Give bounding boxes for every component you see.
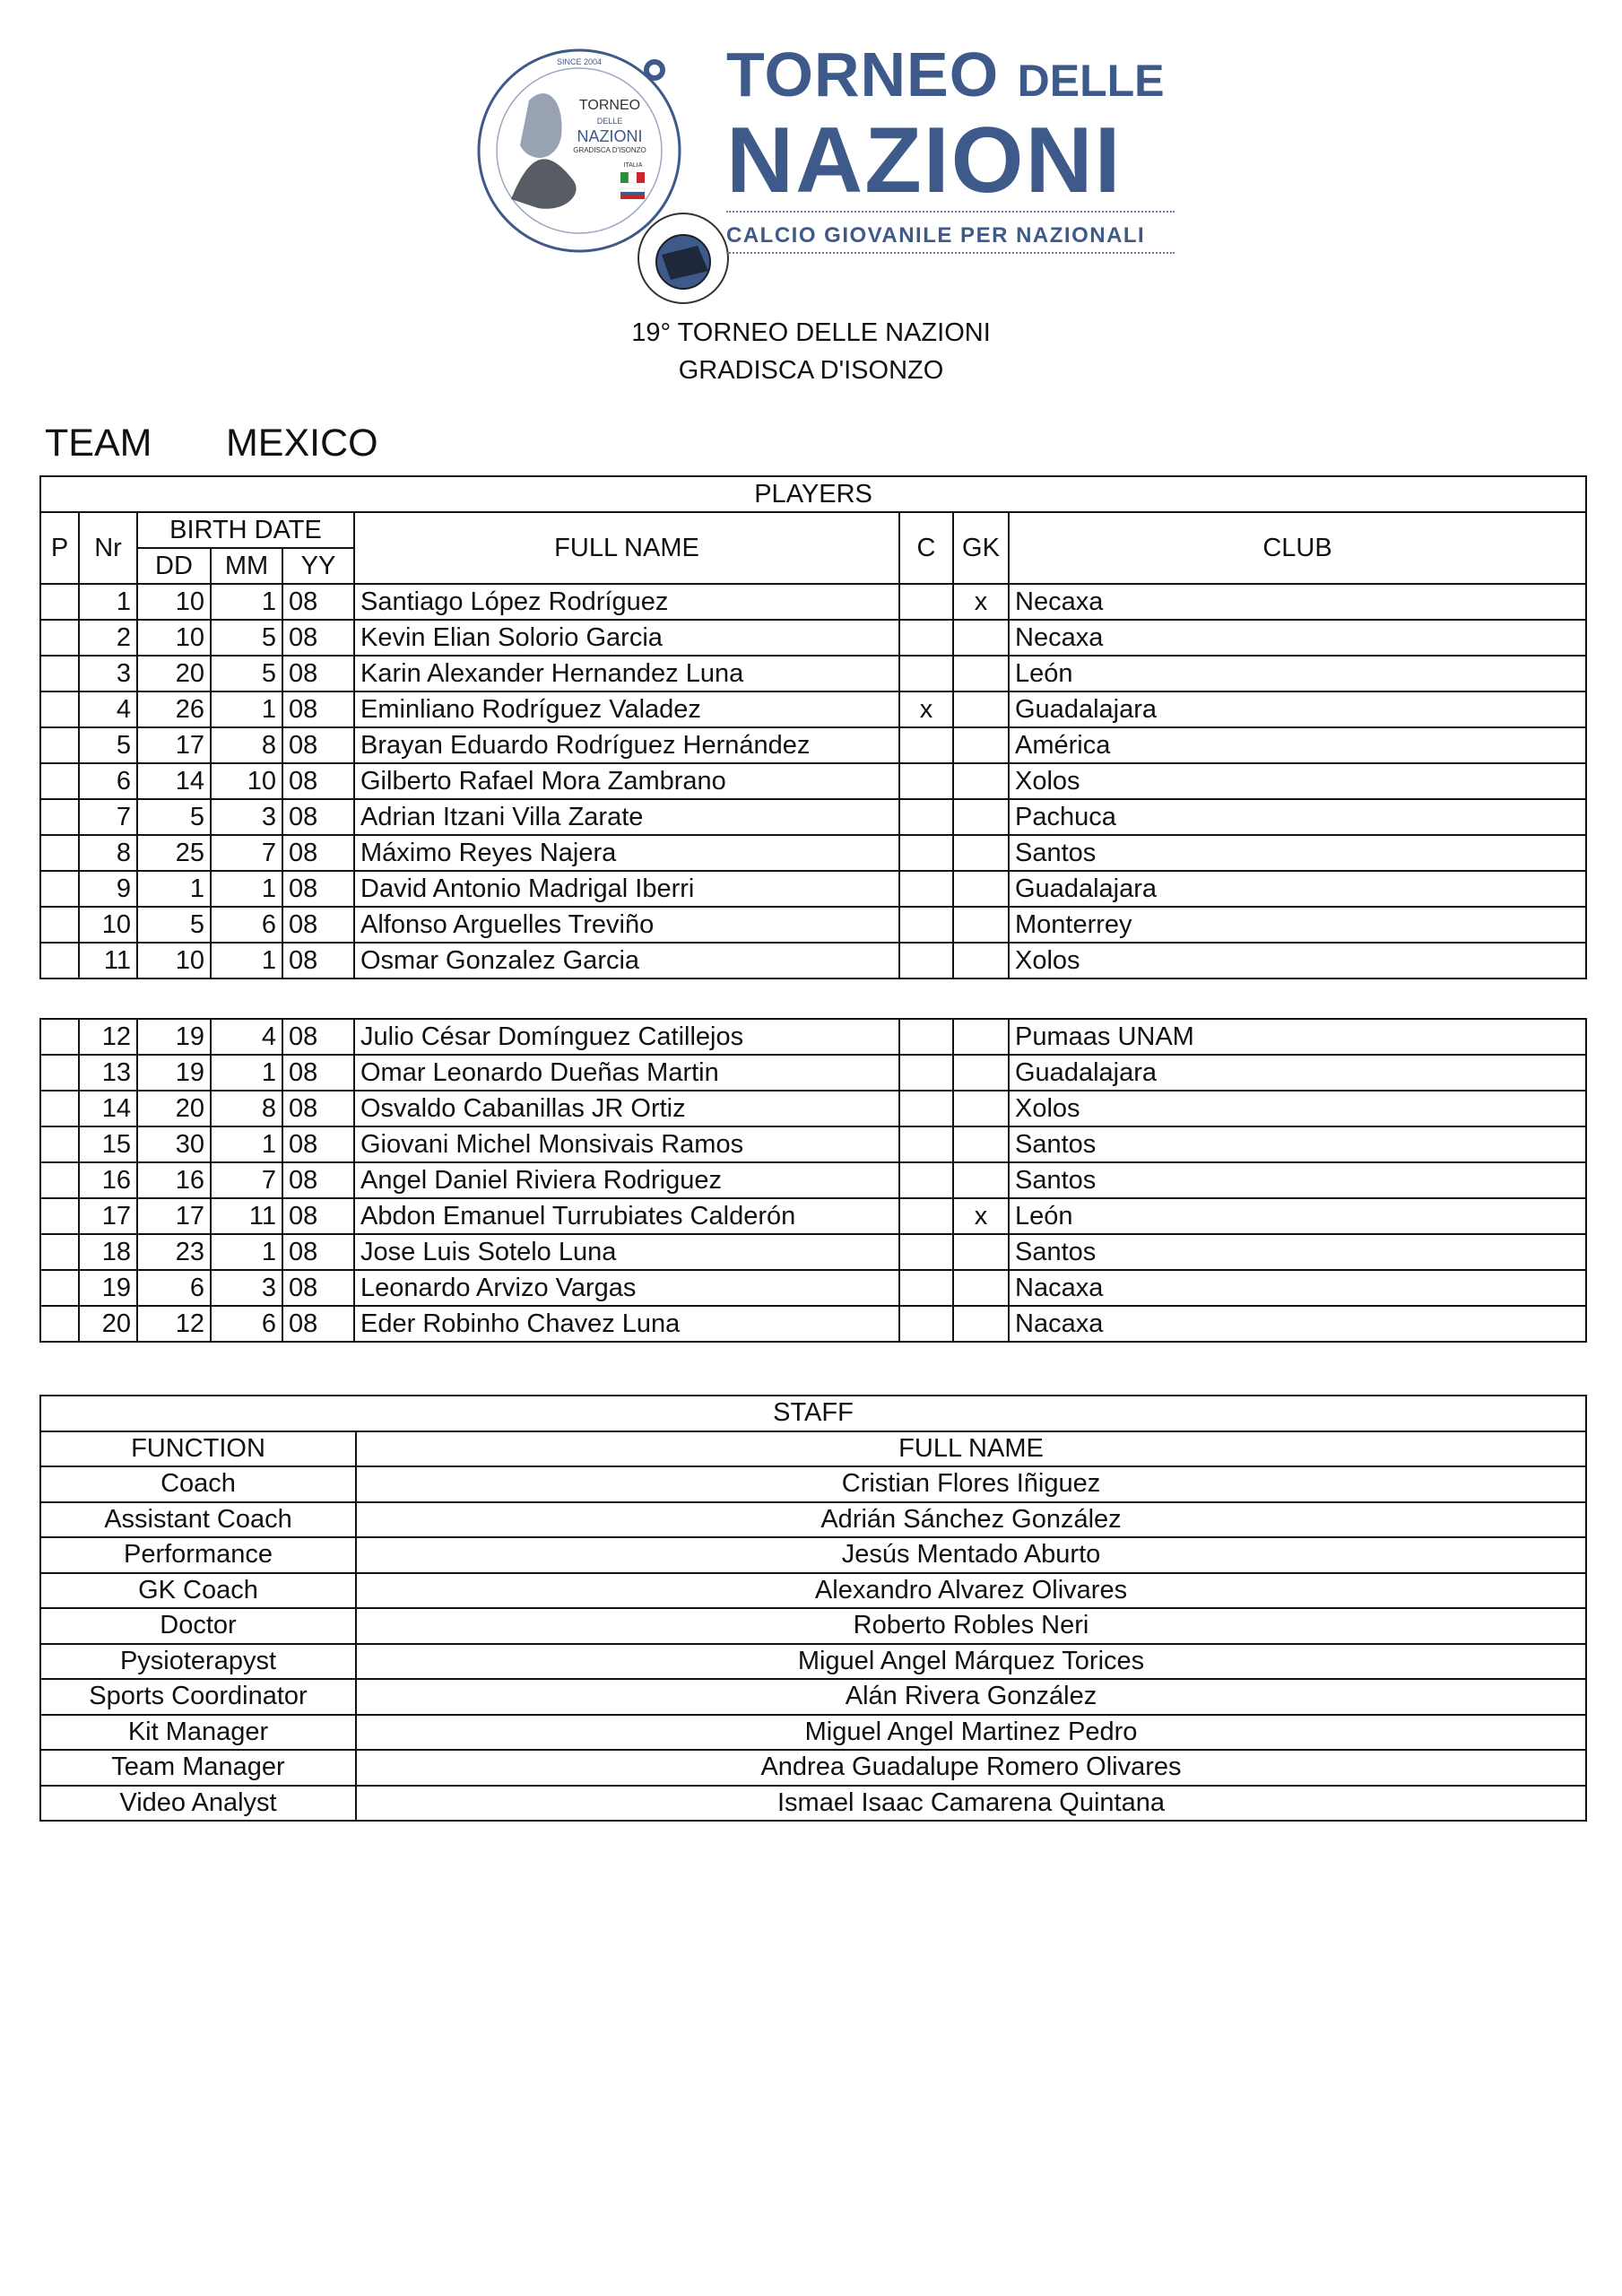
player-club: Necaxa bbox=[1009, 620, 1586, 656]
player-p bbox=[40, 907, 79, 943]
player-p bbox=[40, 763, 79, 799]
player-club: Pumaas UNAM bbox=[1009, 1019, 1586, 1055]
svg-text:NAZIONI: NAZIONI bbox=[577, 127, 643, 145]
event-title: 19° TORNEO DELLE NAZIONI bbox=[631, 318, 991, 347]
staff-row bbox=[40, 1679, 1586, 1715]
staff-function: Video Analyst bbox=[40, 1786, 356, 1822]
staff-function: Pysioterapyst bbox=[40, 1644, 356, 1680]
players-rows-group-2 bbox=[40, 1019, 1586, 1342]
player-name: Máximo Reyes Najera bbox=[354, 835, 899, 871]
birth-month: 1 bbox=[211, 691, 282, 727]
svg-text:DELLE: DELLE bbox=[596, 117, 623, 126]
birth-year: 08 bbox=[282, 1162, 354, 1198]
player-p bbox=[40, 1234, 79, 1270]
birth-month: 1 bbox=[211, 871, 282, 907]
staff-name: Roberto Robles Neri bbox=[356, 1608, 1586, 1644]
birth-year: 08 bbox=[282, 1019, 354, 1055]
staff-row bbox=[40, 1644, 1586, 1680]
player-club: Santos bbox=[1009, 1162, 1586, 1198]
birth-month: 1 bbox=[211, 1126, 282, 1162]
staff-function: Team Manager bbox=[40, 1750, 356, 1786]
player-name: David Antonio Madrigal Iberri bbox=[354, 871, 899, 907]
player-name: Giovani Michel Monsivais Ramos bbox=[354, 1126, 899, 1162]
birth-year: 08 bbox=[282, 584, 354, 620]
svg-text:SINCE 2004: SINCE 2004 bbox=[556, 57, 603, 66]
player-number: 8 bbox=[79, 835, 137, 871]
captain-mark bbox=[899, 1055, 953, 1091]
player-name: Adrian Itzani Villa Zarate bbox=[354, 799, 899, 835]
players-table bbox=[39, 475, 1587, 979]
player-name: Jose Luis Sotelo Luna bbox=[354, 1234, 899, 1270]
birth-year: 08 bbox=[282, 1306, 354, 1342]
player-number: 20 bbox=[79, 1306, 137, 1342]
player-p bbox=[40, 1162, 79, 1198]
captain-mark bbox=[899, 1162, 953, 1198]
player-number: 4 bbox=[79, 691, 137, 727]
birth-month: 1 bbox=[211, 943, 282, 978]
player-row bbox=[40, 1019, 1586, 1055]
svg-text:TORNEO: TORNEO bbox=[578, 98, 641, 113]
staff-function: Doctor bbox=[40, 1608, 356, 1644]
player-number: 18 bbox=[79, 1234, 137, 1270]
col-header-function: FUNCTION bbox=[40, 1431, 356, 1467]
col-header-mm: MM bbox=[211, 548, 282, 584]
goalkeeper-mark bbox=[953, 907, 1009, 943]
birth-month: 6 bbox=[211, 1306, 282, 1342]
birth-month: 7 bbox=[211, 1162, 282, 1198]
player-p bbox=[40, 1126, 79, 1162]
captain-mark bbox=[899, 727, 953, 763]
event-heading bbox=[0, 314, 1622, 389]
col-header-club: CLUB bbox=[1009, 512, 1586, 584]
player-club: Guadalajara bbox=[1009, 691, 1586, 727]
player-p bbox=[40, 835, 79, 871]
staff-function: GK Coach bbox=[40, 1573, 356, 1609]
birth-year: 08 bbox=[282, 620, 354, 656]
player-row bbox=[40, 656, 1586, 691]
captain-mark bbox=[899, 907, 953, 943]
player-name: Leonardo Arvizo Vargas bbox=[354, 1270, 899, 1306]
staff-row bbox=[40, 1786, 1586, 1822]
player-number: 3 bbox=[79, 656, 137, 691]
captain-mark bbox=[899, 1270, 953, 1306]
birth-day: 17 bbox=[137, 1198, 211, 1234]
goalkeeper-mark bbox=[953, 1055, 1009, 1091]
goalkeeper-mark bbox=[953, 1234, 1009, 1270]
birth-day: 10 bbox=[137, 943, 211, 978]
birth-year: 08 bbox=[282, 799, 354, 835]
player-club: León bbox=[1009, 656, 1586, 691]
col-header-nr: Nr bbox=[79, 512, 137, 584]
player-number: 15 bbox=[79, 1126, 137, 1162]
birth-month: 11 bbox=[211, 1198, 282, 1234]
birth-day: 17 bbox=[137, 727, 211, 763]
birth-day: 14 bbox=[137, 763, 211, 799]
goalkeeper-mark: x bbox=[953, 1198, 1009, 1234]
player-row bbox=[40, 1162, 1586, 1198]
captain-mark bbox=[899, 799, 953, 835]
event-location: GRADISCA D'ISONZO bbox=[678, 356, 944, 385]
brand-torneo: TORNEO bbox=[726, 39, 1000, 109]
staff-row bbox=[40, 1573, 1586, 1609]
birth-year: 08 bbox=[282, 1091, 354, 1126]
birth-month: 8 bbox=[211, 727, 282, 763]
player-row bbox=[40, 1306, 1586, 1342]
captain-mark bbox=[899, 871, 953, 907]
player-p bbox=[40, 1198, 79, 1234]
birth-year: 08 bbox=[282, 871, 354, 907]
player-name: Brayan Eduardo Rodríguez Hernández bbox=[354, 727, 899, 763]
player-row bbox=[40, 584, 1586, 620]
birth-day: 10 bbox=[137, 620, 211, 656]
birth-month: 10 bbox=[211, 763, 282, 799]
col-header-staff-name: FULL NAME bbox=[356, 1431, 1586, 1467]
player-number: 19 bbox=[79, 1270, 137, 1306]
staff-name: Alán Rivera González bbox=[356, 1679, 1586, 1715]
players-table-continued bbox=[39, 1018, 1587, 1343]
player-number: 10 bbox=[79, 907, 137, 943]
staff-function: Coach bbox=[40, 1466, 356, 1502]
player-number: 17 bbox=[79, 1198, 137, 1234]
player-p bbox=[40, 727, 79, 763]
birth-month: 1 bbox=[211, 1234, 282, 1270]
player-row bbox=[40, 1126, 1586, 1162]
team-label: TEAM bbox=[45, 422, 152, 465]
captain-mark bbox=[899, 584, 953, 620]
svg-text:ITALIA: ITALIA bbox=[623, 162, 643, 169]
birth-year: 08 bbox=[282, 1126, 354, 1162]
player-name: Gilberto Rafael Mora Zambrano bbox=[354, 763, 899, 799]
player-p bbox=[40, 1055, 79, 1091]
player-club: Santos bbox=[1009, 1234, 1586, 1270]
goalkeeper-mark bbox=[953, 691, 1009, 727]
birth-day: 16 bbox=[137, 1162, 211, 1198]
player-number: 11 bbox=[79, 943, 137, 978]
birth-year: 08 bbox=[282, 1198, 354, 1234]
player-club: Santos bbox=[1009, 1126, 1586, 1162]
staff-rows bbox=[40, 1466, 1586, 1821]
birth-year: 08 bbox=[282, 1234, 354, 1270]
player-club: Xolos bbox=[1009, 943, 1586, 978]
player-number: 9 bbox=[79, 871, 137, 907]
svg-text:GRADISCA D'ISONZO: GRADISCA D'ISONZO bbox=[573, 146, 646, 154]
brand-title-line1 bbox=[726, 39, 1184, 112]
player-row bbox=[40, 1270, 1586, 1306]
col-header-birth-date: BIRTH DATE bbox=[137, 512, 354, 548]
birth-month: 3 bbox=[211, 1270, 282, 1306]
player-p bbox=[40, 584, 79, 620]
birth-year: 08 bbox=[282, 691, 354, 727]
birth-day: 6 bbox=[137, 1270, 211, 1306]
birth-month: 6 bbox=[211, 907, 282, 943]
player-club: América bbox=[1009, 727, 1586, 763]
captain-mark bbox=[899, 656, 953, 691]
birth-month: 7 bbox=[211, 835, 282, 871]
player-number: 12 bbox=[79, 1019, 137, 1055]
birth-month: 5 bbox=[211, 620, 282, 656]
goalkeeper-mark bbox=[953, 727, 1009, 763]
birth-month: 1 bbox=[211, 584, 282, 620]
organizer-logo bbox=[635, 210, 732, 307]
player-club: Nacaxa bbox=[1009, 1306, 1586, 1342]
player-name: Kevin Elian Solorio Garcia bbox=[354, 620, 899, 656]
goalkeeper-mark bbox=[953, 871, 1009, 907]
player-number: 2 bbox=[79, 620, 137, 656]
player-club: Necaxa bbox=[1009, 584, 1586, 620]
birth-year: 08 bbox=[282, 1055, 354, 1091]
staff-row bbox=[40, 1502, 1586, 1538]
player-name: Eder Robinho Chavez Luna bbox=[354, 1306, 899, 1342]
player-club: Xolos bbox=[1009, 763, 1586, 799]
player-club: Guadalajara bbox=[1009, 1055, 1586, 1091]
captain-mark bbox=[899, 1126, 953, 1162]
team-name: MEXICO bbox=[225, 422, 378, 465]
staff-function: Kit Manager bbox=[40, 1715, 356, 1751]
player-row bbox=[40, 907, 1586, 943]
goalkeeper-mark: x bbox=[953, 584, 1009, 620]
staff-function: Assistant Coach bbox=[40, 1502, 356, 1538]
player-name: Eminliano Rodríguez Valadez bbox=[354, 691, 899, 727]
player-p bbox=[40, 656, 79, 691]
player-row bbox=[40, 1234, 1586, 1270]
birth-month: 3 bbox=[211, 799, 282, 835]
brand-delle: DELLE bbox=[1017, 56, 1165, 106]
goalkeeper-mark bbox=[953, 1019, 1009, 1055]
player-p bbox=[40, 1019, 79, 1055]
player-name: Santiago López Rodríguez bbox=[354, 584, 899, 620]
goalkeeper-mark bbox=[953, 799, 1009, 835]
staff-row bbox=[40, 1466, 1586, 1502]
player-name: Abdon Emanuel Turrubiates Calderón bbox=[354, 1198, 899, 1234]
player-row bbox=[40, 799, 1586, 835]
team-heading bbox=[45, 422, 378, 465]
birth-day: 12 bbox=[137, 1306, 211, 1342]
birth-day: 10 bbox=[137, 584, 211, 620]
player-row bbox=[40, 620, 1586, 656]
player-club: Guadalajara bbox=[1009, 871, 1586, 907]
player-row bbox=[40, 871, 1586, 907]
captain-mark: x bbox=[899, 691, 953, 727]
staff-name: Andrea Guadalupe Romero Olivares bbox=[356, 1750, 1586, 1786]
player-row bbox=[40, 763, 1586, 799]
staff-row bbox=[40, 1608, 1586, 1644]
staff-name: Miguel Angel Márquez Torices bbox=[356, 1644, 1586, 1680]
birth-day: 26 bbox=[137, 691, 211, 727]
birth-month: 4 bbox=[211, 1019, 282, 1055]
player-name: Angel Daniel Riviera Rodriguez bbox=[354, 1162, 899, 1198]
birth-day: 1 bbox=[137, 871, 211, 907]
player-row bbox=[40, 1091, 1586, 1126]
player-name: Osmar Gonzalez Garcia bbox=[354, 943, 899, 978]
col-header-dd: DD bbox=[137, 548, 211, 584]
player-p bbox=[40, 871, 79, 907]
staff-table bbox=[39, 1395, 1587, 1822]
captain-mark bbox=[899, 1234, 953, 1270]
player-name: Julio César Domínguez Catillejos bbox=[354, 1019, 899, 1055]
player-name: Alfonso Arguelles Treviño bbox=[354, 907, 899, 943]
player-p bbox=[40, 620, 79, 656]
player-number: 14 bbox=[79, 1091, 137, 1126]
birth-day: 25 bbox=[137, 835, 211, 871]
staff-row bbox=[40, 1715, 1586, 1751]
goalkeeper-mark bbox=[953, 1270, 1009, 1306]
birth-day: 30 bbox=[137, 1126, 211, 1162]
col-header-yy: YY bbox=[282, 548, 354, 584]
player-row bbox=[40, 943, 1586, 978]
birth-year: 08 bbox=[282, 656, 354, 691]
captain-mark bbox=[899, 943, 953, 978]
player-club: Pachuca bbox=[1009, 799, 1586, 835]
player-club: Santos bbox=[1009, 835, 1586, 871]
birth-year: 08 bbox=[282, 763, 354, 799]
player-number: 5 bbox=[79, 727, 137, 763]
birth-day: 5 bbox=[137, 799, 211, 835]
birth-month: 8 bbox=[211, 1091, 282, 1126]
staff-name: Alexandro Alvarez Olivares bbox=[356, 1573, 1586, 1609]
staff-name: Cristian Flores Iñiguez bbox=[356, 1466, 1586, 1502]
goalkeeper-mark bbox=[953, 620, 1009, 656]
player-club: León bbox=[1009, 1198, 1586, 1234]
captain-mark bbox=[899, 1091, 953, 1126]
birth-day: 20 bbox=[137, 656, 211, 691]
birth-year: 08 bbox=[282, 727, 354, 763]
player-club: Nacaxa bbox=[1009, 1270, 1586, 1306]
birth-day: 19 bbox=[137, 1019, 211, 1055]
birth-year: 08 bbox=[282, 1270, 354, 1306]
captain-mark bbox=[899, 835, 953, 871]
player-row bbox=[40, 1198, 1586, 1234]
birth-day: 5 bbox=[137, 907, 211, 943]
player-club: Monterrey bbox=[1009, 907, 1586, 943]
player-p bbox=[40, 943, 79, 978]
birth-year: 08 bbox=[282, 907, 354, 943]
brand-wordmark bbox=[726, 39, 1184, 254]
staff-name: Jesús Mentado Aburto bbox=[356, 1537, 1586, 1573]
birth-day: 19 bbox=[137, 1055, 211, 1091]
birth-day: 20 bbox=[137, 1091, 211, 1126]
goalkeeper-mark bbox=[953, 656, 1009, 691]
player-name: Karin Alexander Hernandez Luna bbox=[354, 656, 899, 691]
col-header-full-name: FULL NAME bbox=[354, 512, 899, 584]
captain-mark bbox=[899, 620, 953, 656]
birth-year: 08 bbox=[282, 835, 354, 871]
player-p bbox=[40, 1270, 79, 1306]
player-row bbox=[40, 691, 1586, 727]
brand-title-line2: NAZIONI bbox=[726, 109, 1123, 213]
player-row bbox=[40, 835, 1586, 871]
col-header-goalkeeper: GK bbox=[953, 512, 1009, 584]
staff-name: Miguel Angel Martinez Pedro bbox=[356, 1715, 1586, 1751]
staff-name: Adrián Sánchez González bbox=[356, 1502, 1586, 1538]
player-number: 6 bbox=[79, 763, 137, 799]
captain-mark bbox=[899, 763, 953, 799]
birth-year: 08 bbox=[282, 943, 354, 978]
player-row bbox=[40, 1055, 1586, 1091]
col-header-p: P bbox=[40, 512, 79, 584]
birth-day: 23 bbox=[137, 1234, 211, 1270]
brand-divider-bottom bbox=[726, 252, 1175, 254]
goalkeeper-mark bbox=[953, 835, 1009, 871]
goalkeeper-mark bbox=[953, 1162, 1009, 1198]
player-number: 13 bbox=[79, 1055, 137, 1091]
staff-row bbox=[40, 1750, 1586, 1786]
player-name: Omar Leonardo Dueñas Martin bbox=[354, 1055, 899, 1091]
player-number: 1 bbox=[79, 584, 137, 620]
birth-month: 5 bbox=[211, 656, 282, 691]
captain-mark bbox=[899, 1306, 953, 1342]
player-p bbox=[40, 799, 79, 835]
players-rows-group-1 bbox=[40, 584, 1586, 978]
goalkeeper-mark bbox=[953, 763, 1009, 799]
captain-mark bbox=[899, 1019, 953, 1055]
goalkeeper-mark bbox=[953, 1091, 1009, 1126]
staff-name: Ismael Isaac Camarena Quintana bbox=[356, 1786, 1586, 1822]
staff-function: Performance bbox=[40, 1537, 356, 1573]
captain-mark bbox=[899, 1198, 953, 1234]
player-name: Osvaldo Cabanillas JR Ortiz bbox=[354, 1091, 899, 1126]
goalkeeper-mark bbox=[953, 943, 1009, 978]
player-number: 7 bbox=[79, 799, 137, 835]
player-row bbox=[40, 727, 1586, 763]
brand-tagline: CALCIO GIOVANILE PER NAZIONALI bbox=[726, 223, 1146, 248]
goalkeeper-mark bbox=[953, 1126, 1009, 1162]
player-p bbox=[40, 1091, 79, 1126]
staff-function: Sports Coordinator bbox=[40, 1679, 356, 1715]
staff-title: STAFF bbox=[40, 1396, 1586, 1431]
col-header-captain: C bbox=[899, 512, 953, 584]
staff-row bbox=[40, 1537, 1586, 1573]
birth-month: 1 bbox=[211, 1055, 282, 1091]
player-number: 16 bbox=[79, 1162, 137, 1198]
player-p bbox=[40, 1306, 79, 1342]
goalkeeper-mark bbox=[953, 1306, 1009, 1342]
players-title: PLAYERS bbox=[40, 476, 1586, 512]
player-p bbox=[40, 691, 79, 727]
player-club: Xolos bbox=[1009, 1091, 1586, 1126]
